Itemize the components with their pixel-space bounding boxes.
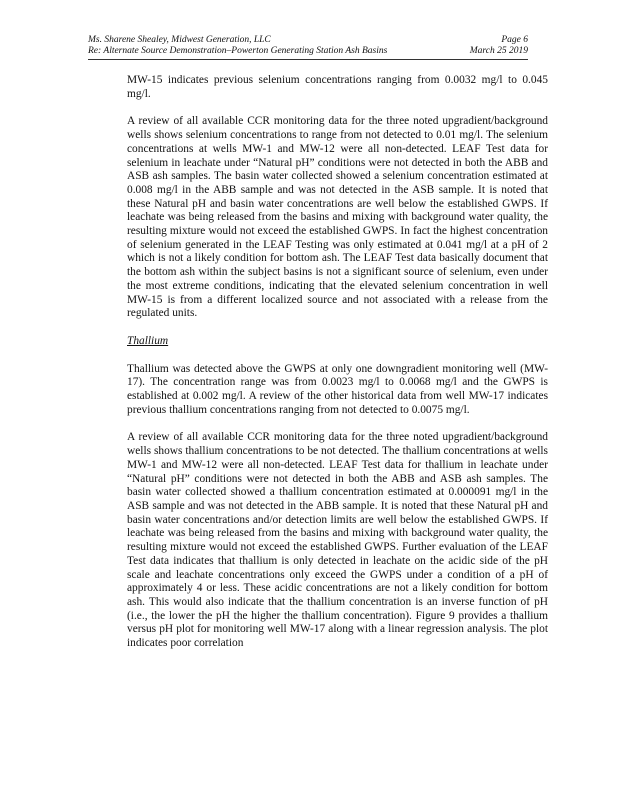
header-page-number: Page 6 [501,35,528,45]
letter-header [88,35,528,60]
header-subject: Re: Alternate Source Demonstration–Powerton Generating Station Ash Basins [88,46,388,56]
paragraph-thallium-detection: Thallium was detected above the GWPS at only one downgradient monitoring well (MW-17). The concentration range was from 0.0023 mg/l to 0.0068 mg/l and the GWPS is established at 0.002 mg/l. A review of the other historical data from well MW-17 indicates previous thallium concentrations ranging from not detected to 0.0075 mg/l. [127,362,548,416]
paragraph-selenium-history: MW-15 indicates previous selenium concentrations ranging from 0.0032 mg/l to 0.045 mg/l. [127,74,548,100]
paragraph-thallium-review: A review of all available CCR monitoring data for the three noted upgradient/background wells shows thallium concentrations to be not detected. The thallium concentrations at wells MW-1 and MW-12 were all non-detected. LEAF Test data for thallium in leachate under “Natural pH” conditions were not detected in both the ABB and ASB ash samples. The basin water collected showed a thallium concentration estimated at 0.000091 mg/l in the ASB sample and was not detected in the ABB sample. It is noted that these Natural pH and basin water concentrations and/or detection limits are well below the established GWPS. If leachate was being released from the basins and mixing with background water quality, the resulting mixture would not exceed the established GWPS. Further evaluation of the LEAF Test data indicates that thallium is only detected in leachate on the acidic side of the pH scale and leachate concentrations only exceed the GWPS under a condition of a pH of approximately 4 or less. These acidic concentrations are not a likely condition for bottom ash. This would also indicate that the thallium concentration is an inverse function of pH (i.e., the lower the pH the higher the thallium concentration). Figure 9 provides a thallium versus pH plot for monitoring well MW-17 along with a linear regression analysis. The plot indicates poor correlation [127,431,548,650]
paragraph-selenium-review: A review of all available CCR monitoring data for the three noted upgradient/background wells shows selenium concentrations to range from not detected to 0.01 mg/l. The selenium concentrations at wells MW-1 and MW-12 were all non-detected. LEAF Test data for selenium in leachate under “Natural pH” conditions were not detected in both the ABB and ASB ash samples. The basin water collected showed a selenium concentration estimated at 0.008 mg/l in the ABB sample and was not detected in the ASB sample. It is noted that these Natural pH and basin water concentrations are well below the established GWPS. If leachate was being released from the basins and mixing with background water quality, the resulting mixture would not exceed the established GWPS. In fact the highest concentration of selenium generated in the LEAF Testing was only estimated at 0.041 mg/l at a pH of 2 which is not a likely condition for bottom ash. The LEAF Test data basically document that the bottom ash within the subject basins is not a significant source of selenium, even under the most extreme conditions, indicating that the elevated selenium concentration in well MW-15 is from a different localized source and not associated with a release from the regulated units. [127,115,548,320]
header-recipient: Ms. Sharene Shealey, Midwest Generation, LLC [88,35,271,45]
header-row-1 [88,35,528,46]
document-body [127,74,548,651]
header-date: March 25 2019 [469,46,528,56]
header-row-2 [88,46,528,57]
section-heading-thallium: Thallium [127,334,169,347]
